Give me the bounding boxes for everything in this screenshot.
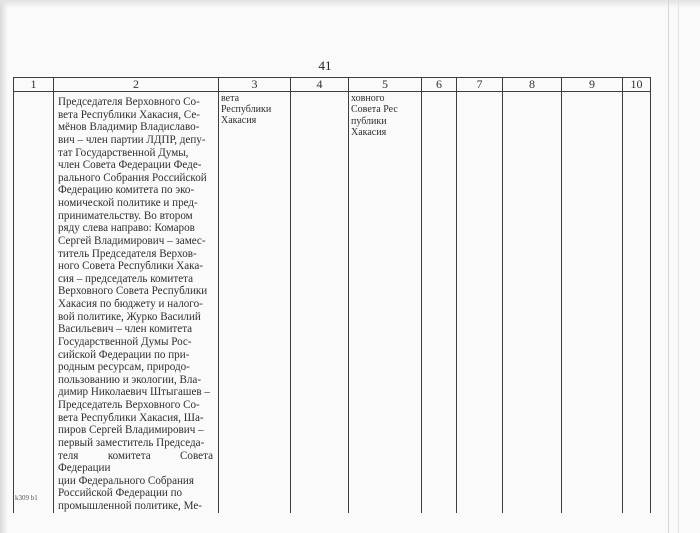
column-header-10: 10 — [623, 78, 651, 92]
column-header-4: 4 — [291, 78, 349, 92]
cell-col-3 — [219, 92, 291, 513]
cell-col-5 — [349, 92, 422, 513]
table-row — [14, 92, 651, 513]
footer-code: k309 b1 — [15, 494, 38, 502]
cell-col-10 — [623, 92, 651, 513]
column-header-9: 9 — [562, 78, 623, 92]
cell-col-7 — [457, 92, 503, 513]
column-header-3: 3 — [219, 78, 291, 92]
column-header-8: 8 — [503, 78, 562, 92]
scan-top-shadow — [0, 0, 700, 8]
column-header-2: 2 — [54, 78, 219, 92]
cell-description-text: Председателя Верховного Со- вета Республики Хакасия, Се- мёнов Владимир Владиславо- вич – член партии ЛДПР, депу- тат Государственной Думы, член Совета Федерации Феде- рального Собрания Российской Федерацию комитета по эко- номической политике и пред- принимательству. Во втором ряду слева направо: Комаров Сергей Владимирович – замес- титель Председателя Верхов- ного Совета Республики Хака- сия – председатель комитета Верховного Совета Республики Хакасия по бюджету и налого- вой политике, Журко Василий Васильевич – член комитета Государственной Думы Рос- сийской Федерации по при- родным ресурсам, природо- пользованию и экологии, Вла- димир Николаевич Штыгашев – Председатель Верховного Со- вета Республики Хакасия, Ша- пиров Сергей Владимирович – первый заместитель Председа- теля комитета Совета Федерации ции Федерального Собрания Российской Федерации по промышленной политике, Ме- — [58, 96, 213, 512]
cell-col-2 — [54, 92, 219, 513]
column-header-7: 7 — [457, 78, 503, 92]
page-edge-line-outer — [678, 0, 679, 533]
cell-col-8 — [503, 92, 562, 513]
page-number: 41 — [318, 58, 332, 73]
table-header-row — [14, 78, 651, 92]
cell-col-6 — [422, 92, 457, 513]
cell-col-3-text: вета Республики Хакасия — [221, 93, 272, 126]
column-header-6: 6 — [422, 78, 457, 92]
cell-col-1 — [14, 92, 54, 513]
document-table — [13, 77, 651, 513]
column-header-1: 1 — [14, 78, 54, 92]
cell-col-9 — [562, 92, 623, 513]
cell-col-5-text: ховного Совета Рес публики Хакасия — [351, 93, 398, 138]
cell-col-4 — [291, 92, 349, 513]
scan-left-shadow — [0, 0, 8, 533]
page-edge-line — [668, 0, 669, 533]
column-header-5: 5 — [349, 78, 422, 92]
